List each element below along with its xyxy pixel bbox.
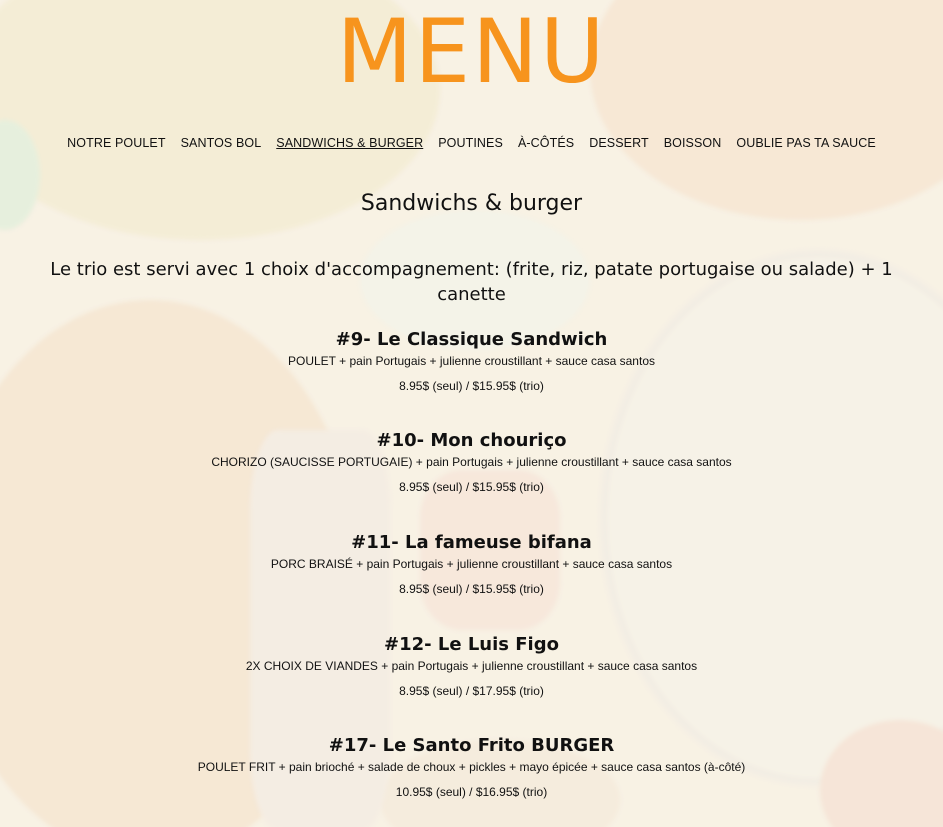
menu-item-price: 8.95$ (seul) / $17.95$ (trio) [399, 684, 544, 698]
menu-item-price: 10.95$ (seul) / $16.95$ (trio) [395, 785, 548, 799]
nav-item-dessert[interactable]: DESSERT [589, 136, 649, 150]
menu-item [0, 429, 943, 495]
menu-item [0, 734, 943, 800]
nav-item-boisson[interactable]: BOISSON [663, 136, 722, 150]
menu-item-name: #12- Le Luis Figo [384, 634, 559, 655]
page-title: MENU [336, 0, 607, 103]
nav-item-notre-poulet[interactable]: NOTRE POULET [67, 136, 166, 150]
menu-item-price: 8.95$ (seul) / $15.95$ (trio) [399, 480, 544, 494]
menu-item [0, 531, 943, 597]
menu-item-description: POULET FRIT + pain brioché + salade de choux + pickles + mayo épicée + sauce casa santos (à-côté) [197, 760, 746, 774]
menu-item-name: #10- Mon chouriço [376, 430, 567, 451]
nav-item-sandwichs-burger[interactable]: SANDWICHS & BURGER [276, 136, 424, 150]
menu-item-price: 8.95$ (seul) / $15.95$ (trio) [399, 582, 544, 596]
nav-item-a-cotes[interactable]: À-CÔTÉS [517, 136, 575, 150]
nav-item-oublie-pas-ta-sauce[interactable]: OUBLIE PAS TA SAUCE [736, 136, 876, 150]
nav-item-poutines[interactable]: POUTINES [438, 136, 503, 150]
menu-item [0, 633, 943, 699]
nav-item-santos-bol[interactable]: SANTOS BOL [180, 136, 262, 150]
category-nav [0, 136, 943, 150]
menu-item-price: 8.95$ (seul) / $15.95$ (trio) [399, 379, 544, 393]
menu-item-description: CHORIZO (SAUCISSE PORTUGAIE) + pain Portugais + julienne croustillant + sauce casa santos [211, 455, 732, 469]
menu-item-name: #9- Le Classique Sandwich [335, 329, 608, 350]
menu-item-name: #11- La fameuse bifana [351, 532, 592, 553]
menu-item [0, 328, 943, 394]
menu-item-description: PORC BRAISÉ + pain Portugais + julienne croustillant + sauce casa santos [270, 557, 673, 571]
section-title: Sandwichs & burger [360, 191, 583, 216]
section-intro: Le trio est servi avec 1 choix d'accompagnement: (frite, riz, patate portugaise ou salade) + 1 canette [50, 259, 893, 305]
menu-item-name: #17- Le Santo Frito BURGER [328, 735, 615, 756]
menu-item-description: POULET + pain Portugais + julienne croustillant + sauce casa santos [288, 354, 655, 368]
menu-item-description: 2X CHOIX DE VIANDES + pain Portugais + julienne croustillant + sauce casa santos [245, 659, 698, 673]
